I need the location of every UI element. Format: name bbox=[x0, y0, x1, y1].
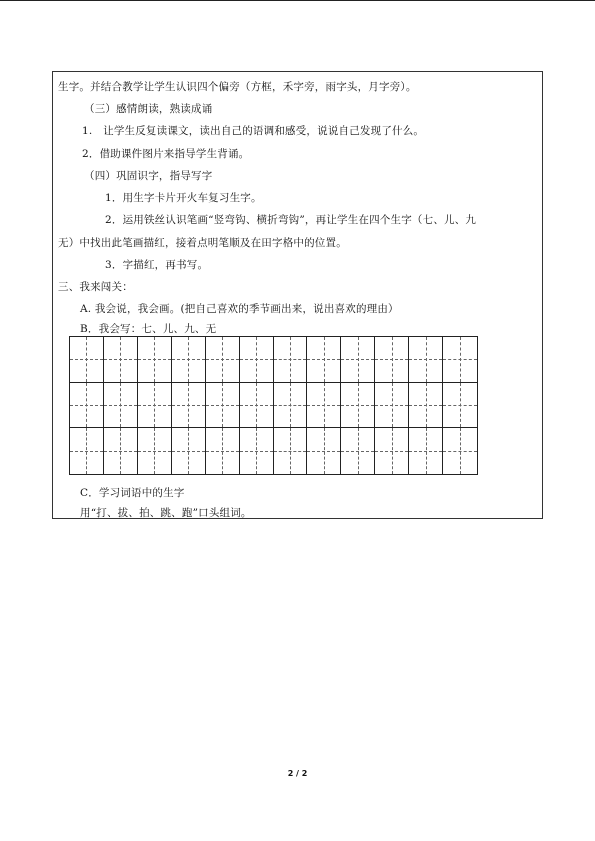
tianzige-cell bbox=[138, 383, 172, 429]
text-line-1: 生字。并结合教学让学生认识四个偏旁（方框，禾字旁，雨字头，月字旁）。 bbox=[58, 81, 417, 93]
tianzige-cell bbox=[409, 383, 443, 429]
tianzige-cell bbox=[274, 383, 308, 429]
tianzige-cell bbox=[409, 337, 443, 383]
text-line-words: 用“打、拔、拍、跳、跑”口头组词。 bbox=[80, 507, 252, 519]
tianzige-cell bbox=[274, 428, 308, 474]
tianzige-cell bbox=[172, 383, 206, 429]
header-rule bbox=[0, 0, 595, 1]
tianzige-cell bbox=[341, 383, 375, 429]
tianzige-cell bbox=[206, 383, 240, 429]
page-number: 2 / 2 bbox=[287, 769, 308, 778]
tianzige-cell bbox=[274, 337, 308, 383]
tianzige-cell bbox=[70, 428, 104, 474]
text-line-b: B．我会写：七、儿、九、无 bbox=[80, 323, 217, 335]
tianzige-cell bbox=[240, 383, 274, 429]
tianzige-cell bbox=[443, 383, 477, 429]
tianzige-writing-grid bbox=[69, 336, 478, 475]
tianzige-cell bbox=[240, 428, 274, 474]
tianzige-cell bbox=[138, 428, 172, 474]
section-heading-4: （四）巩固识字，指导写字 bbox=[84, 170, 213, 182]
tianzige-cell bbox=[104, 428, 138, 474]
tianzige-cell bbox=[172, 337, 206, 383]
tianzige-cell bbox=[206, 337, 240, 383]
tianzige-cell bbox=[409, 428, 443, 474]
tianzige-cell bbox=[70, 383, 104, 429]
tianzige-cell bbox=[375, 428, 409, 474]
tianzige-cell bbox=[138, 337, 172, 383]
tianzige-cell bbox=[375, 337, 409, 383]
text-line-7: 2．运用铁丝认识笔画“竖弯钩、横折弯钩”，再让学生在四个生字（七、儿、九 bbox=[105, 214, 477, 226]
section-heading-challenge: 三、我来闯关： bbox=[58, 281, 133, 293]
text-line-4: 2．借助课件图片来指导学生背诵。 bbox=[82, 148, 250, 160]
section-heading-3: （三）感情朗读，熟读成诵 bbox=[84, 103, 213, 115]
tianzige-cell bbox=[375, 383, 409, 429]
text-line-6: 1．用生字卡片开火车复习生字。 bbox=[105, 192, 262, 204]
text-line-a: A. 我会说，我会画。(把自己喜欢的季节画出来，说出喜欢的理由） bbox=[80, 303, 399, 315]
tianzige-cell bbox=[341, 428, 375, 474]
tianzige-cell bbox=[307, 337, 341, 383]
tianzige-cell bbox=[104, 337, 138, 383]
tianzige-cell bbox=[70, 337, 104, 383]
tianzige-cell bbox=[206, 428, 240, 474]
tianzige-cell bbox=[443, 337, 477, 383]
text-line-8: 无）中找出此笔画描红，接着点明笔顺及在田字格中的位置。 bbox=[58, 237, 347, 249]
tianzige-cell bbox=[307, 383, 341, 429]
tianzige-cell bbox=[172, 428, 206, 474]
tianzige-cell bbox=[240, 337, 274, 383]
text-line-9: 3．字描红，再书写。 bbox=[105, 259, 209, 271]
tianzige-cell bbox=[104, 383, 138, 429]
tianzige-cell bbox=[307, 428, 341, 474]
tianzige-cell bbox=[443, 428, 477, 474]
text-line-3: 1. 让学生反复读课文，读出自己的语调和感受，说说自己发现了什么。 bbox=[82, 125, 425, 137]
text-line-c: C．学习词语中的生字 bbox=[80, 487, 185, 499]
tianzige-cell bbox=[341, 337, 375, 383]
